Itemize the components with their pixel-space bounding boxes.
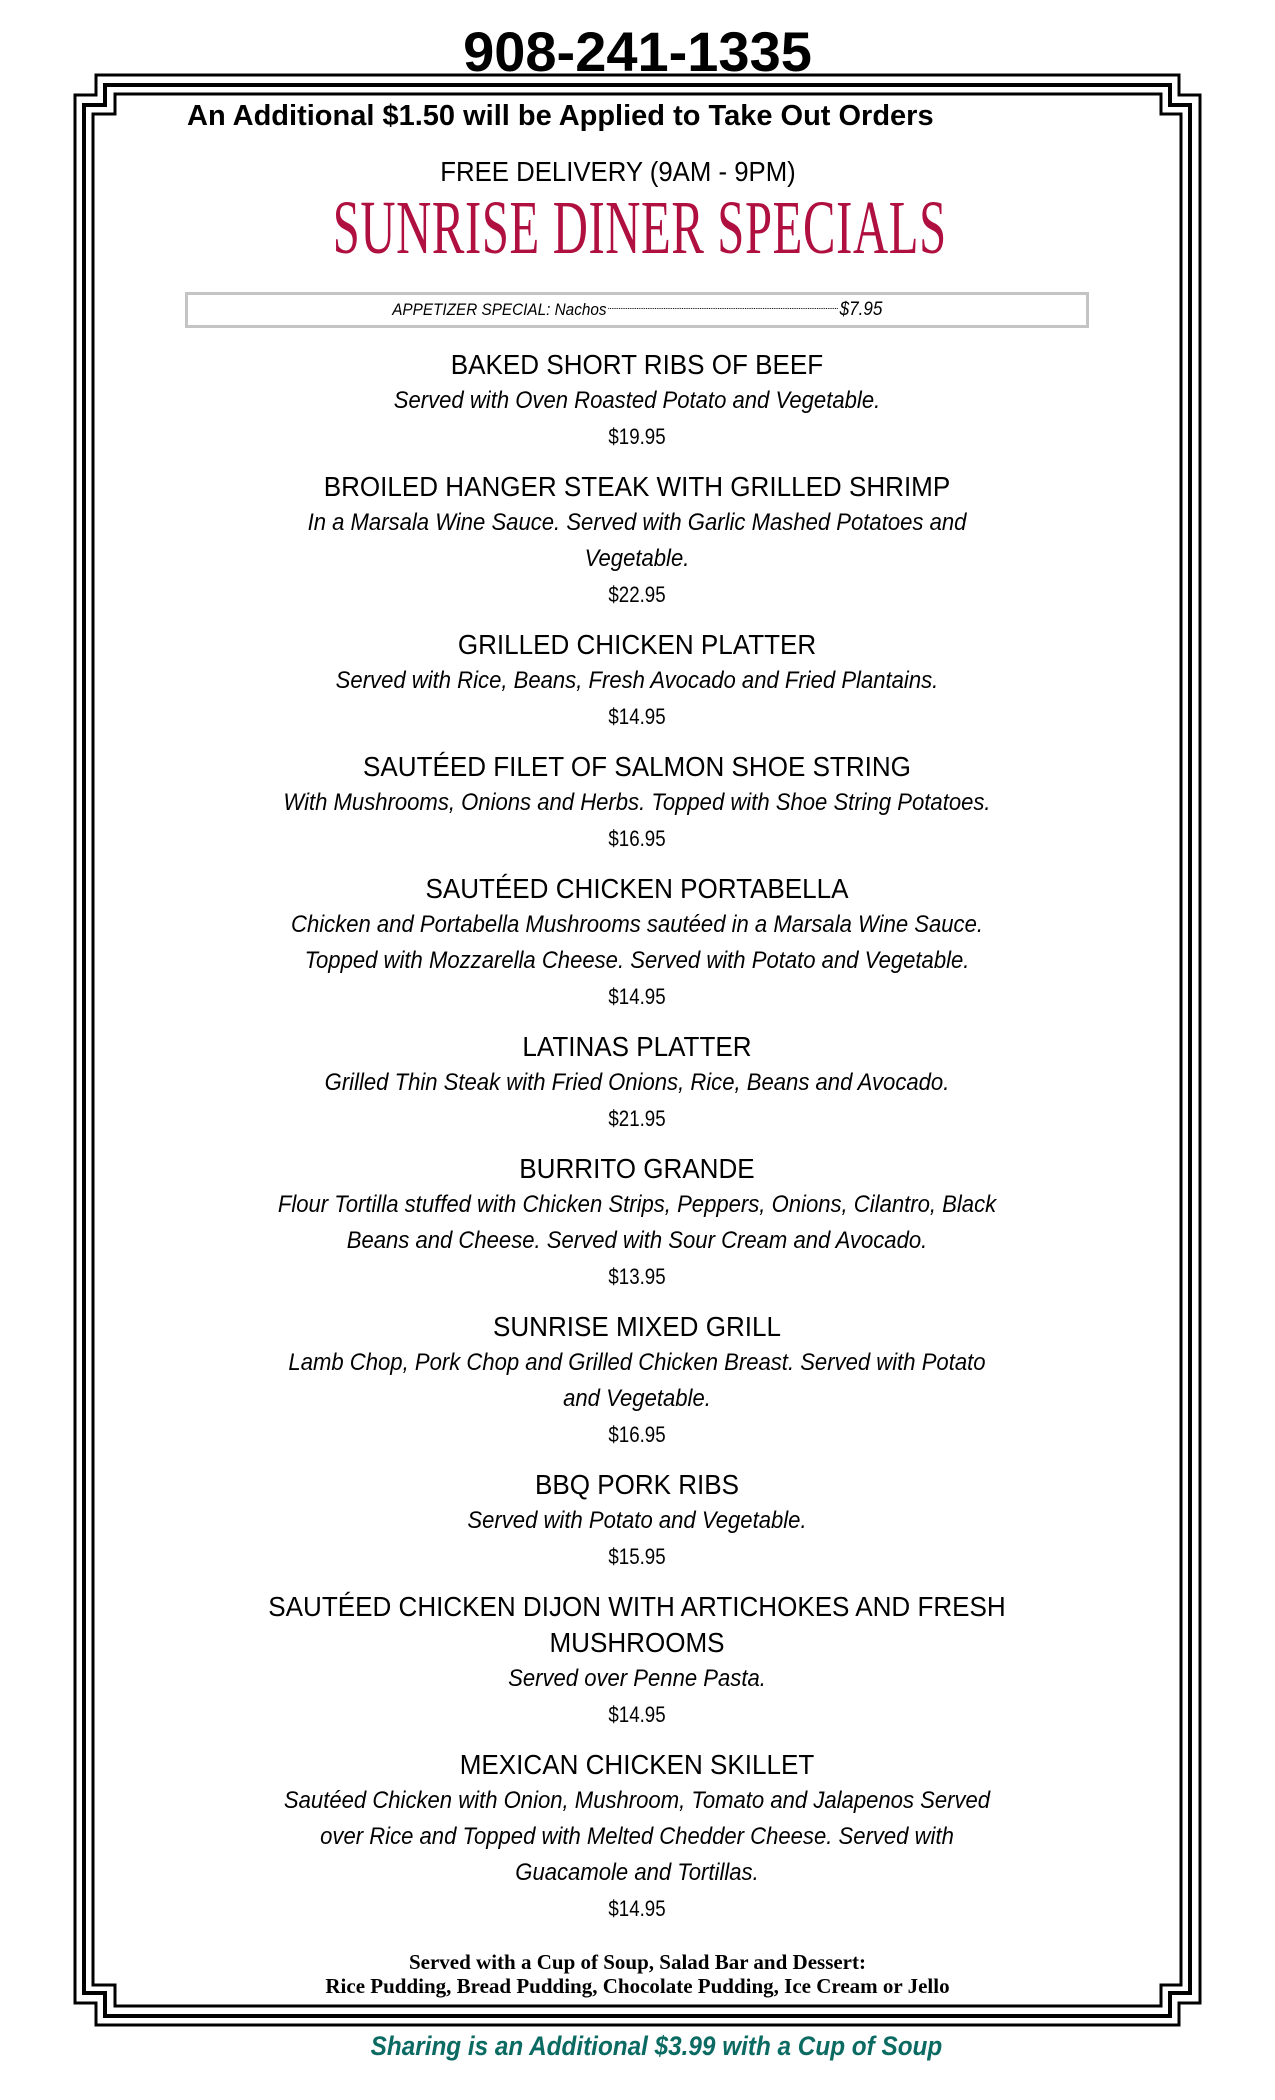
item-description: Topped with Mozzarella Cheese. Served with Potato and Vegetable. — [304, 947, 970, 974]
appetizer-label: APPETIZER SPECIAL: Nachos — [391, 300, 607, 319]
item-description: Chicken and Portabella Mushrooms sautéed in a Marsala Wine Sauce. — [290, 911, 984, 938]
item-description: Flour Tortilla stuffed with Chicken Strips, Peppers, Onions, Cilantro, Black — [277, 1191, 997, 1218]
item-price: $14.95 — [608, 984, 666, 1009]
title-wrapper — [0, 188, 1275, 268]
delivery-hours: FREE DELIVERY (9AM - 9PM) — [440, 156, 796, 187]
menu-item — [137, 1151, 1137, 1295]
takeout-notice: An Additional $1.50 will be Applied to Take Out Orders — [187, 100, 934, 132]
sharing-notice: Sharing is an Additional $3.99 with a Cup of Soup — [370, 2031, 943, 2061]
item-name: BBQ PORK RIBS — [534, 1469, 740, 1500]
menu-item — [137, 1747, 1137, 1927]
menu-item — [137, 1309, 1137, 1453]
item-description: Vegetable. — [584, 545, 690, 572]
menu-item — [137, 627, 1137, 735]
item-price: $16.95 — [608, 826, 666, 851]
item-price: $21.95 — [608, 1106, 666, 1131]
item-description: Beans and Cheese. Served with Sour Cream and Avocado. — [346, 1227, 928, 1254]
item-price: $22.95 — [608, 582, 666, 607]
item-name: SAUTÉED FILET OF SALMON SHOE STRING — [363, 751, 911, 782]
item-description: Served with Potato and Vegetable. — [467, 1507, 807, 1534]
menu-item — [137, 469, 1137, 613]
appetizer-special-box — [185, 292, 1089, 328]
menu-item — [137, 1467, 1137, 1575]
item-description: Served over Penne Pasta. — [508, 1665, 766, 1692]
item-price: $14.95 — [608, 704, 666, 729]
item-name: BROILED HANGER STEAK WITH GRILLED SHRIMP — [323, 471, 951, 502]
item-name: BURRITO GRANDE — [519, 1153, 755, 1184]
appetizer-price: $7.95 — [839, 299, 883, 320]
item-description: Guacamole and Tortillas. — [515, 1859, 759, 1886]
item-description: With Mushrooms, Onions and Herbs. Topped with Shoe String Potatoes. — [283, 789, 991, 816]
item-name: LATINAS PLATTER — [522, 1031, 752, 1062]
item-price: $16.95 — [608, 1422, 666, 1447]
footer-line-desserts: Rice Pudding, Bread Pudding, Chocolate Pudding, Ice Cream or Jello — [325, 1974, 950, 1998]
item-description: and Vegetable. — [563, 1385, 711, 1412]
item-description: In a Marsala Wine Sauce. Served with Garlic Mashed Potatoes and — [307, 509, 967, 536]
footer-note — [0, 1950, 1275, 1998]
item-name: SAUTÉED CHICKEN PORTABELLA — [425, 873, 849, 904]
item-description: Served with Oven Roasted Potato and Vegetable. — [393, 387, 881, 414]
item-description: Grilled Thin Steak with Fried Onions, Rice, Beans and Avocado. — [324, 1069, 950, 1096]
footer-line-sides: Served with a Cup of Soup, Salad Bar and Dessert: — [408, 1950, 866, 1974]
item-price: $19.95 — [608, 424, 666, 449]
menu-item — [137, 749, 1137, 857]
item-price: $13.95 — [608, 1264, 666, 1289]
item-name: SUNRISE MIXED GRILL — [493, 1311, 781, 1342]
menu-title: SUNRISE DINER SPECIALS — [332, 186, 948, 270]
menu-item — [137, 1589, 1137, 1733]
item-name: SAUTÉED CHICKEN DIJON WITH ARTICHOKES AND FRESH — [268, 1591, 1006, 1622]
dot-leader — [608, 307, 838, 309]
item-description: Served with Rice, Beans, Fresh Avocado and Fried Plantains. — [335, 667, 939, 694]
specials-list — [137, 347, 1137, 1941]
menu-item — [137, 1029, 1137, 1137]
item-price: $14.95 — [608, 1702, 666, 1727]
item-price: $15.95 — [608, 1544, 666, 1569]
item-price: $14.95 — [608, 1896, 666, 1921]
item-name: BAKED SHORT RIBS OF BEEF — [450, 349, 824, 380]
item-description: Sautéed Chicken with Onion, Mushroom, Tomato and Jalapenos Served — [283, 1787, 991, 1814]
item-name: MEXICAN CHICKEN SKILLET — [459, 1749, 815, 1780]
phone-number: 908-241-1335 — [463, 20, 812, 83]
item-name: GRILLED CHICKEN PLATTER — [457, 629, 817, 660]
item-description: over Rice and Topped with Melted Chedder Cheese. Served with — [320, 1823, 954, 1850]
item-description: Lamb Chop, Pork Chop and Grilled Chicken Breast. Served with Potato — [288, 1349, 986, 1376]
menu-item — [137, 871, 1137, 1015]
menu-item — [137, 347, 1137, 455]
appetizer-line — [392, 295, 882, 325]
item-name: MUSHROOMS — [549, 1627, 725, 1658]
